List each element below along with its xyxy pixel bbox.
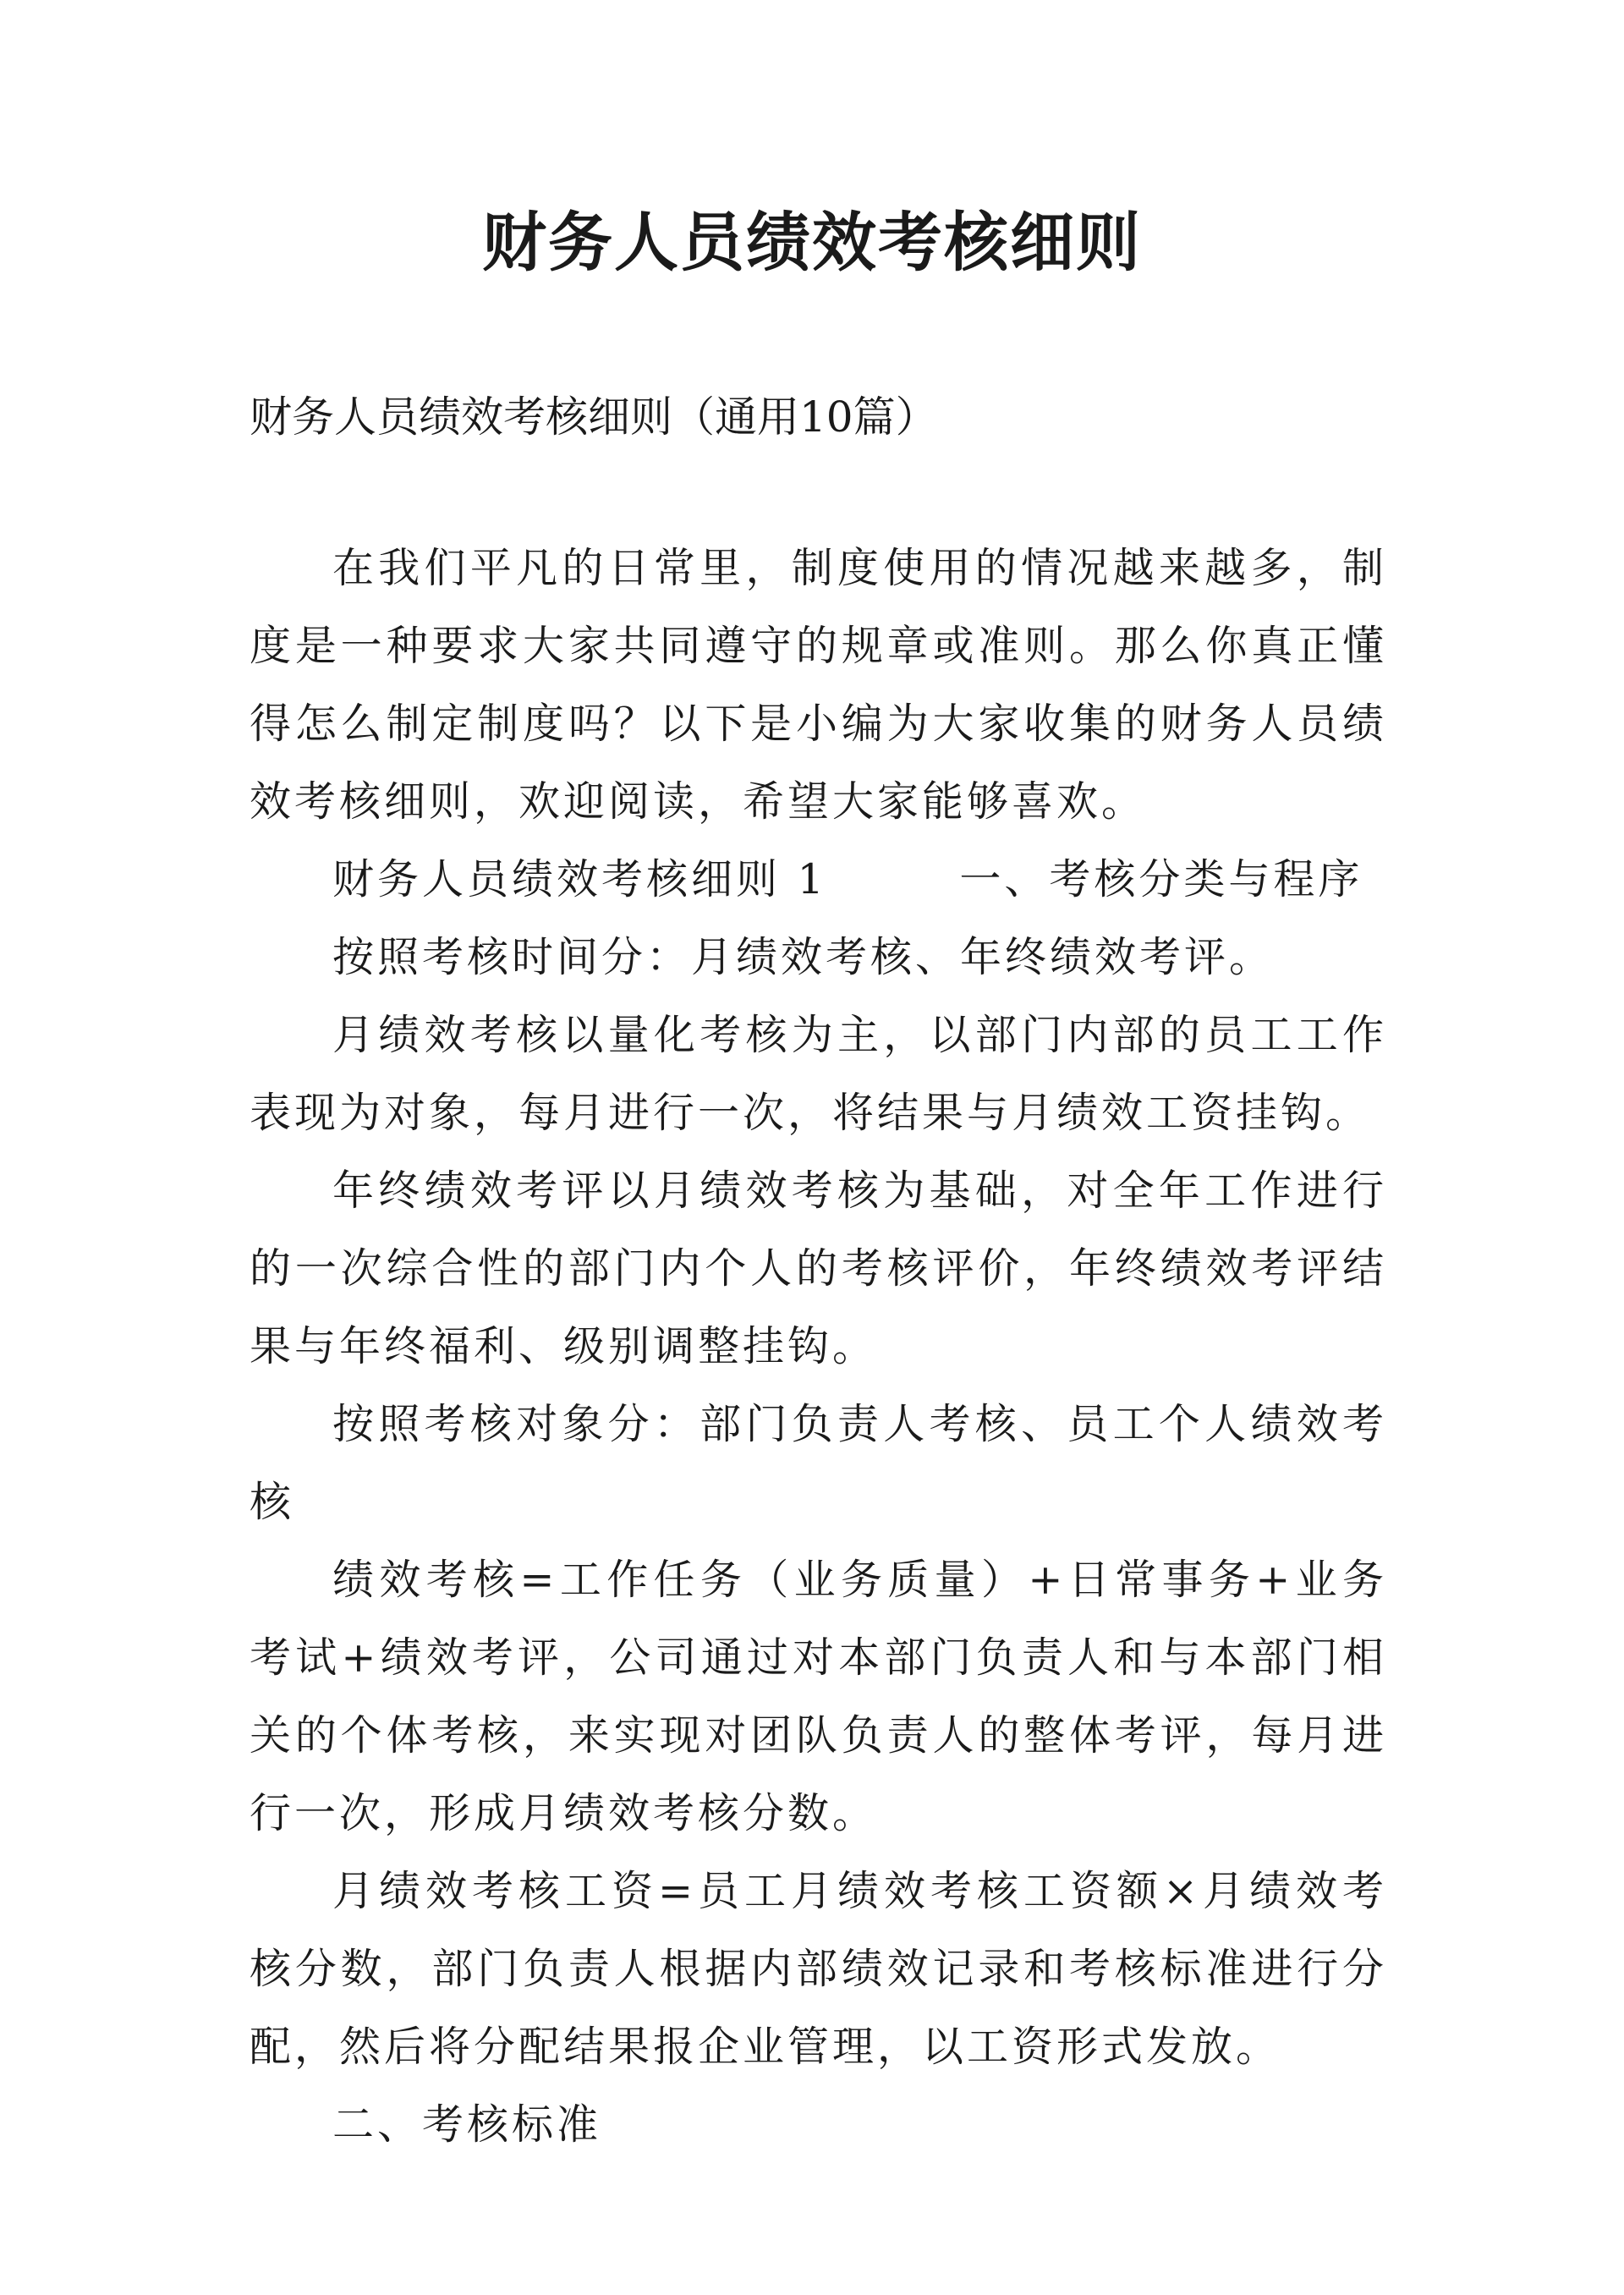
- paragraph-monthly-review: 月绩效考核以量化考核为主，以部门内部的员工工作表现为对象，每月进行一次，将结果与月绩效工资挂钩。: [250, 1011, 1387, 1137]
- paragraph-salary: 月绩效考核工资=员工月绩效考核工资额×月绩效考核分数，部门负责人根据内部绩效记录和考核标准进行分配，然后将分配结果报企业管理，以工资形式发放。: [250, 1867, 1387, 2071]
- paragraph-intro: 在我们平凡的日常里，制度使用的情况越来越多，制度是一种要求大家共同遵守的规章或准则。那么你真正懂得怎么制定制度吗？以下是小编为大家收集的财务人员绩效考核细则，欢迎阅读，希望大家能够喜欢。: [250, 544, 1387, 826]
- paragraph-formula: 绩效考核=工作任务（业务质量）+日常事务+业务考试+绩效考评，公司通过对本部门负责人和与本部门相关的个体考核，来实现对团队负责人的整体考评，每月进行一次，形成月绩效考核分数。: [250, 1556, 1387, 1837]
- document-body: [250, 530, 1387, 2164]
- paragraph-annual-review: 年终绩效考评以月绩效考核为基础，对全年工作进行的一次综合性的部门内个人的考核评价，年终绩效考评结果与年终福利、级别调整挂钩。: [250, 1167, 1387, 1370]
- paragraph-section-heading-2: 二、考核标准: [332, 2100, 602, 2149]
- document-subtitle: 财务人员绩效考核细则（通用10篇）: [250, 393, 938, 442]
- paragraph-by-object: 按照考核对象分：部门负责人考核、员工个人绩效考核: [250, 1400, 1387, 1526]
- paragraph-section-heading-1: 财务人员绩效考核细则 1 一、考核分类与程序: [332, 855, 1363, 903]
- document-title: 财务人员绩效考核细则: [482, 205, 1142, 280]
- paragraph-by-time: 按照考核时间分：月绩效考核、年终绩效考评。: [332, 933, 1275, 981]
